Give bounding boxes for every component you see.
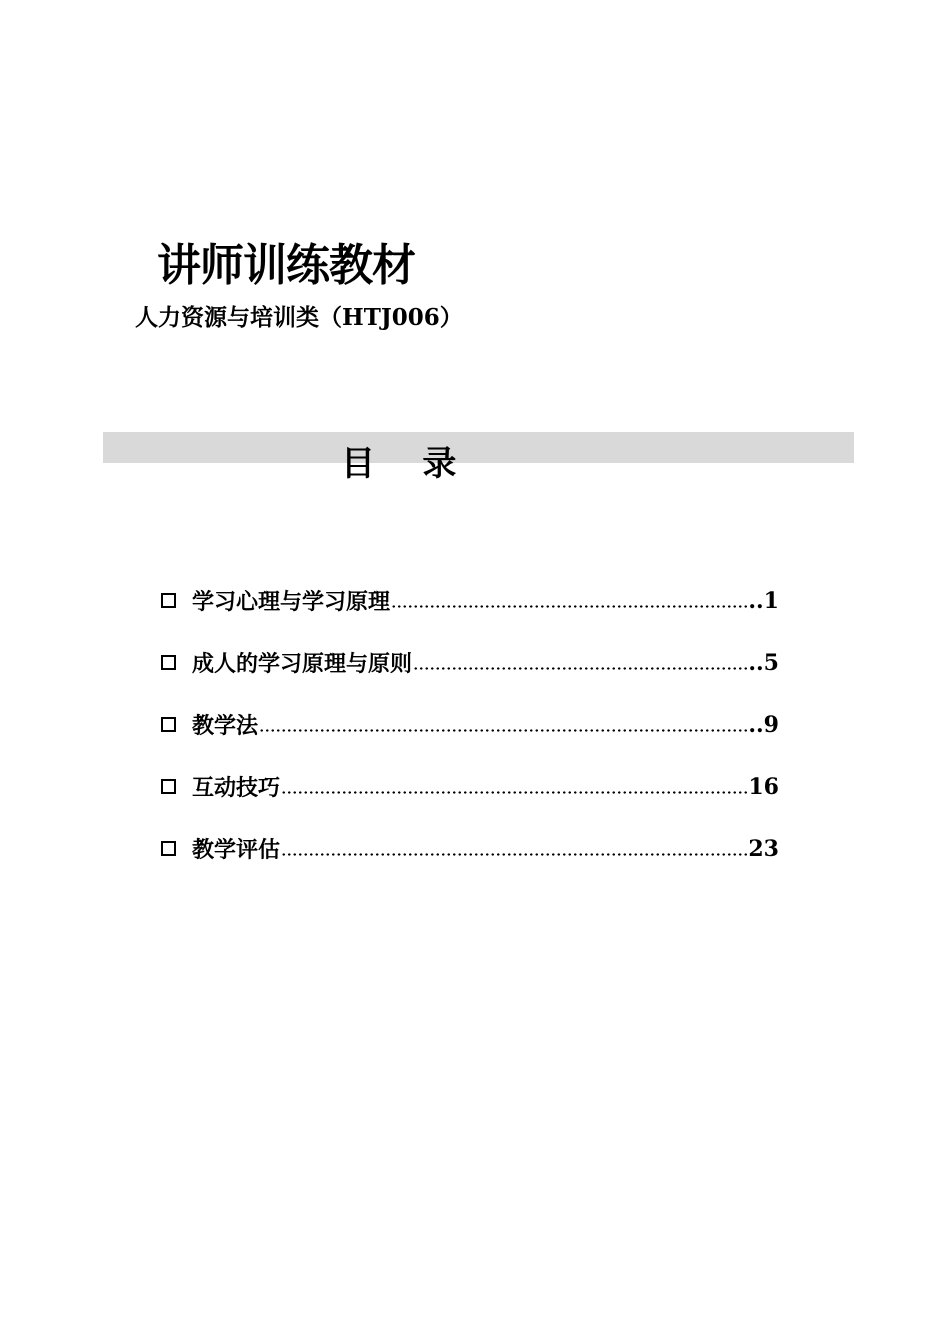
toc-dot-leader <box>391 605 747 608</box>
toc-item-page: 23 <box>748 835 779 862</box>
toc-item-label: 教学法 <box>192 713 259 739</box>
toc-dot-leader <box>413 667 747 670</box>
document-subtitle: 人力资源与培训类（HTJ006） <box>135 304 463 331</box>
toc-list <box>161 582 779 892</box>
checkbox-icon <box>161 779 176 794</box>
toc-item[interactable] <box>161 830 779 867</box>
document-title: 讲师训练教材 <box>157 240 415 291</box>
checkbox-icon <box>161 717 176 732</box>
toc-item[interactable] <box>161 582 779 619</box>
toc-item-label: 教学评估 <box>192 837 281 863</box>
checkbox-icon <box>161 655 176 670</box>
toc-item-page: ..9 <box>748 711 779 738</box>
toc-dot-leader <box>281 791 747 794</box>
toc-item-label: 互动技巧 <box>192 775 281 801</box>
toc-dot-leader <box>259 729 747 732</box>
toc-header-band <box>103 432 854 463</box>
toc-item-page: ..1 <box>748 587 779 614</box>
toc-item-label: 学习心理与学习原理 <box>192 589 391 615</box>
toc-item[interactable] <box>161 644 779 681</box>
checkbox-icon <box>161 593 176 608</box>
toc-item[interactable] <box>161 768 779 805</box>
toc-item-page: 16 <box>748 773 779 800</box>
checkbox-icon <box>161 841 176 856</box>
toc-item[interactable] <box>161 706 779 743</box>
toc-item-label: 成人的学习原理与原则 <box>192 651 413 677</box>
toc-item-page: ..5 <box>748 649 779 676</box>
toc-heading: 目 录 <box>341 444 457 484</box>
toc-dot-leader <box>281 853 747 856</box>
